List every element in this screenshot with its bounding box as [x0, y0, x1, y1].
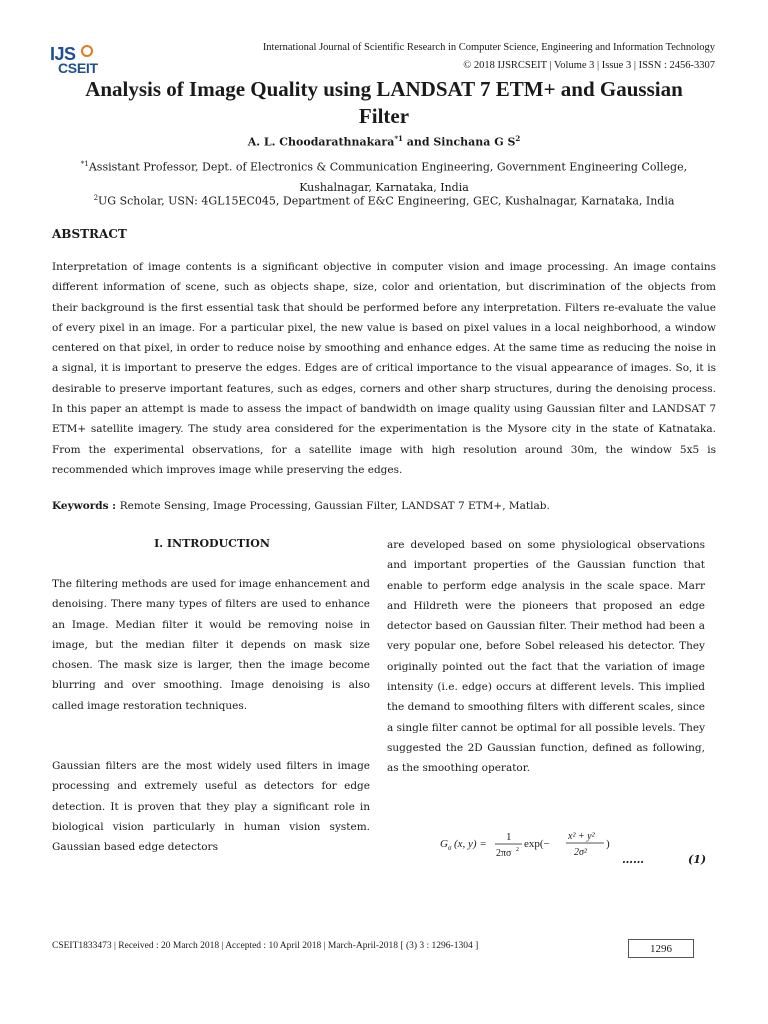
gaussian-formula: [440, 827, 615, 859]
formula-lhs-sub: σ: [448, 844, 452, 852]
formula-denominator: 2πσ: [496, 848, 512, 859]
logo-text-top: IJS: [50, 44, 76, 64]
issue-info: © 2018 IJSRCSEIT | Volume 3 | Issue 3 | ISSN : 2456-3307: [463, 60, 715, 71]
formula-exp-numerator: x² + y²: [568, 831, 595, 842]
affiliation-2: [40, 194, 728, 208]
affiliation-1-line-2: Kushalnagar, Karnataka, India: [299, 180, 469, 194]
formula-args: (x, y) =: [454, 838, 487, 850]
keywords: [52, 500, 716, 512]
author-2: and Sinchana G S: [402, 135, 516, 149]
footer-citation: CSEIT1833473 | Received : 20 March 2018 | Accepted : 10 April 2018 | March-April-2018 [ (3) 3 : 1296-1304 ]: [52, 941, 479, 951]
affiliation-1: [40, 154, 728, 198]
formula-close: ): [606, 838, 610, 850]
affiliation-1-sup: *1: [80, 160, 89, 168]
introduction-heading: I. INTRODUCTION: [154, 537, 270, 550]
keywords-label: Keywords :: [52, 500, 120, 512]
equation-dots: ……: [622, 853, 644, 866]
affiliation-1-line-1: Assistant Professor, Dept. of Electronics & Communication Engineering, Government Engineering College,: [88, 160, 688, 174]
affiliation-2-sup: 2: [93, 194, 99, 202]
keywords-list: Remote Sensing, Image Processing, Gaussian Filter, LANDSAT 7 ETM+, Matlab.: [119, 500, 550, 512]
formula-numerator: 1: [506, 831, 512, 843]
author-1-sup: *1: [394, 134, 403, 143]
abstract-body: Interpretation of image contents is a significant objective in computer vision and image processing. An image contains different information of scene, such as objects shape, size, color and orientation, but discrimination of the objects from their background is the first essential task that should be performed before any interpretation. Filters re-evaluate the value of every pixel in an image. For a particular pixel, the new value is based on pixel values in a local neighborhood, a window centered on that pixel, in order to reduce noise by smoothing and enhance edges. At the same time as reducing the noise in a signal, it is important to preserve the edges. Edges are of critical importance to the visual appearance of images. So, it is desirable to preserve important features, such as edges, corners and other sharp structures, during the denoising process. In this paper an attempt is made to assess the impact of bandwidth on image quality using Gaussian filter and LANDSAT 7 ETM+ satellite imagery. The study area considered for the experimentation is the Mysore city in the state of Katnataka. From the experimental observations, for a satellite image with high resolution around 30m, the window 5x5 is recommended which improves image while preserving the edges.: [52, 261, 716, 476]
intro-paragraph-2: Gaussian filters are the most widely used filters in image processing and extremely useful as detectors for edge detection. It is proven that they play a significant role in biological vision particularly in human vision system. Gaussian based edge detectors: [52, 760, 370, 854]
logo-text-bottom: CSEIT: [58, 60, 98, 76]
title-line-1: Analysis of Image Quality using LANDSAT 7 ETM+ and Gaussian: [85, 77, 683, 101]
affiliation-2-text: UG Scholar, USN: 4GL15EC045, Department of E&C Engineering, GEC, Kushalnagar, Karnataka, India: [98, 194, 675, 208]
author-1: A. L. Choodarathnakara: [247, 135, 395, 149]
formula-exp-denominator: 2σ²: [574, 847, 587, 858]
formula-denominator-sup: 2: [516, 847, 519, 853]
abstract-heading: ABSTRACT: [52, 227, 127, 241]
paper-title: [40, 76, 728, 130]
equation-number: (1): [688, 853, 707, 866]
formula-exp: exp(−: [524, 838, 550, 850]
journal-logo: [50, 44, 102, 78]
page-number: 1296: [628, 939, 694, 958]
intro-right-column: are developed based on some physiological observations and important properties of the Gaussian function that enable to perform edge analysis in the scale space. Marr and Hildreth were the pioneers that proposed an edge detector based on Gaussian filter. Their method had been a very popular one, before Sobel released his detector. They originally pointed out the fact that the variation of image intensity (i.e. edge) occurs at different levels. This implied the demand to smoothing filters with different scales, since a single filter cannot be optimal for all possible levels. They suggested the 2D Gaussian function, defined as following, as the smoothing operator.: [387, 539, 705, 775]
formula-lhs: G: [440, 838, 448, 850]
logo-ring-icon: [81, 45, 93, 57]
title-line-2: Filter: [358, 104, 410, 128]
authors: [40, 134, 728, 149]
journal-name: International Journal of Scientific Research in Computer Science, Engineering and Information Technology: [262, 42, 715, 53]
author-2-sup: 2: [515, 134, 521, 143]
intro-paragraph-1: The filtering methods are used for image enhancement and denoising. There many types of filters are used to enhance an Image. Median filter it would be removing noise in image, but the median filter it depends on mask size chosen. The mask size is larger, then the image become blurring and over smoothing. Image denoising is also called image restoration techniques.: [52, 578, 370, 712]
